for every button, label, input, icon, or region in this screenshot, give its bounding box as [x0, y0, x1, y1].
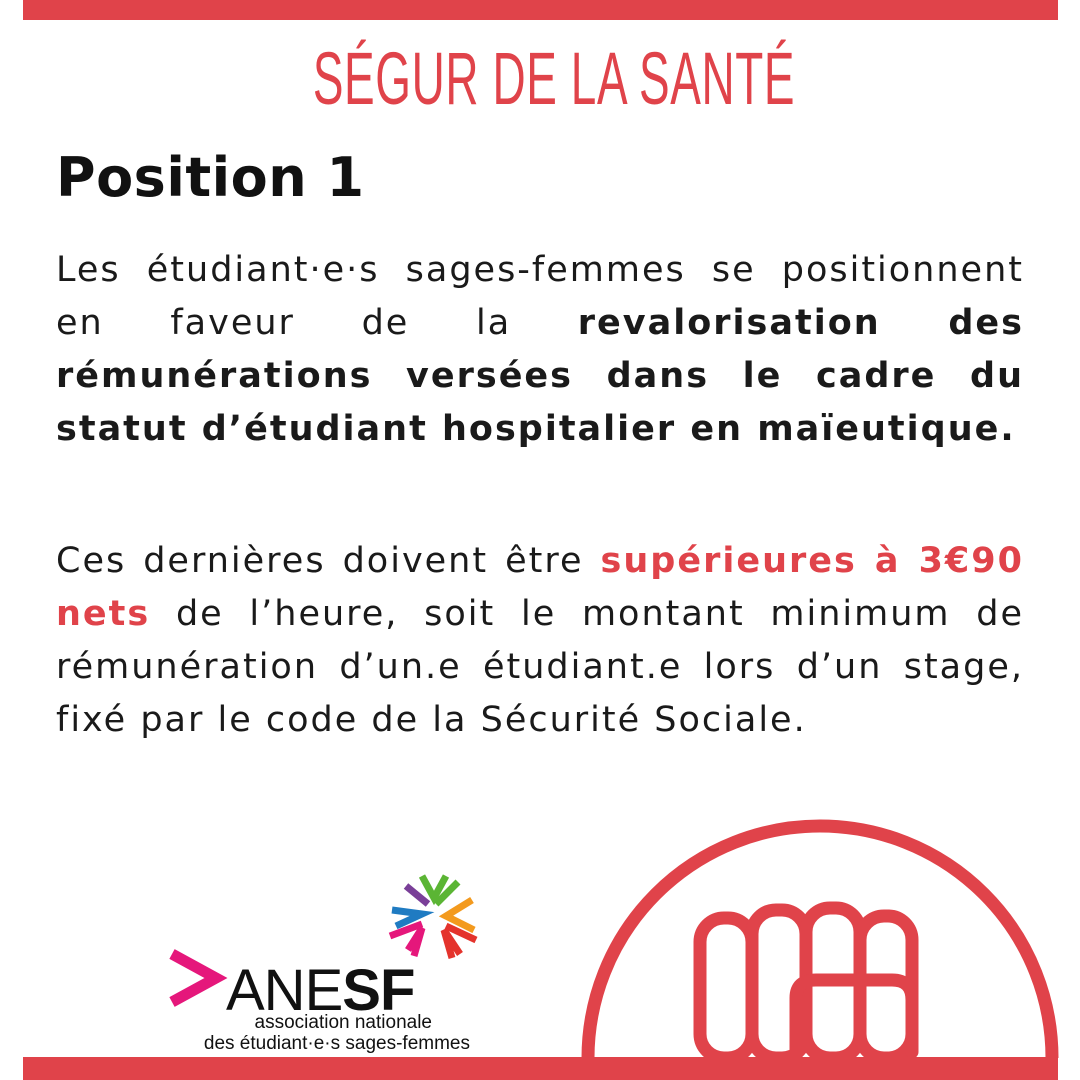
logo-name-sf: SF	[342, 958, 415, 1023]
paragraph-remuneration-highlight: supérieures à 3€90 nets	[56, 541, 1024, 634]
logo-subtitle-line1: association nationale	[254, 1012, 432, 1033]
top-border-bar	[23, 0, 1058, 20]
raised-fist-icon	[560, 790, 1080, 1080]
bottom-border-bar	[23, 1057, 1058, 1080]
paragraph-position-bold: revalorisation des rémunérations versées dans le cadre du statut d’étudiant hospitalier en maïeutique.	[56, 303, 1024, 449]
page-title: SÉGUR DE LA SANTÉ	[312, 37, 796, 120]
logo-name-ane: ANE	[226, 958, 343, 1023]
logo-subtitle-line2: des étudiant·e·s sages-femmes	[203, 1033, 470, 1054]
paragraph-remuneration	[56, 535, 1024, 747]
paragraph-remuneration-text-start: Ces dernières doivent être	[56, 541, 601, 581]
position-heading: Position 1	[56, 146, 365, 209]
paragraph-position-text: Les étudiant·e·s sages-femmes se positionnent en faveur de la	[56, 250, 1024, 343]
paragraph-remuneration-text-end: de l’heure, soit le montant minimum de rémunération d’un.e étudiant.e lors d’un stage, fixé par le code de la Sécurité Sociale.	[56, 594, 1024, 740]
paragraph-position	[56, 244, 1024, 456]
